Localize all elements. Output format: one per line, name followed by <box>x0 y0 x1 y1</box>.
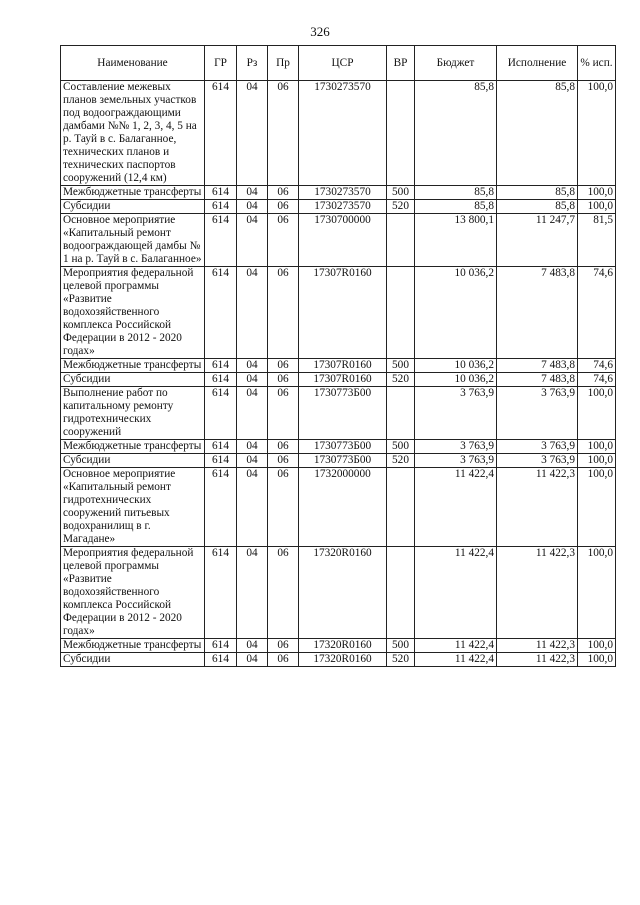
cell-budget: 85,8 <box>415 81 497 186</box>
cell-name: Субсидии <box>61 653 205 667</box>
cell-vr <box>387 214 415 267</box>
cell-vr <box>387 267 415 359</box>
cell-name: Межбюджетные трансферты <box>61 639 205 653</box>
cell-rz: 04 <box>237 547 268 639</box>
cell-csr: 17307R0160 <box>299 359 387 373</box>
cell-vr: 520 <box>387 200 415 214</box>
cell-csr: 1732000000 <box>299 468 387 547</box>
table-row <box>61 547 616 639</box>
cell-pr: 06 <box>268 639 299 653</box>
table-row <box>61 81 616 186</box>
cell-vr <box>387 81 415 186</box>
cell-execution: 3 763,9 <box>497 440 578 454</box>
cell-percent: 100,0 <box>578 639 616 653</box>
cell-percent: 74,6 <box>578 267 616 359</box>
cell-csr: 1730773Б00 <box>299 454 387 468</box>
cell-name: Субсидии <box>61 454 205 468</box>
header-rz: Рз <box>237 46 268 81</box>
cell-csr: 1730273570 <box>299 200 387 214</box>
cell-gr: 614 <box>205 214 237 267</box>
cell-execution: 11 247,7 <box>497 214 578 267</box>
cell-pr: 06 <box>268 373 299 387</box>
cell-csr: 17307R0160 <box>299 373 387 387</box>
cell-csr: 1730773Б00 <box>299 440 387 454</box>
cell-budget: 11 422,4 <box>415 547 497 639</box>
cell-csr: 1730700000 <box>299 214 387 267</box>
cell-execution: 3 763,9 <box>497 454 578 468</box>
cell-csr: 1730273570 <box>299 81 387 186</box>
cell-percent: 74,6 <box>578 359 616 373</box>
cell-gr: 614 <box>205 468 237 547</box>
cell-csr: 1730773Б00 <box>299 387 387 440</box>
cell-gr: 614 <box>205 653 237 667</box>
cell-pr: 06 <box>268 200 299 214</box>
cell-rz: 04 <box>237 387 268 440</box>
cell-csr: 17320R0160 <box>299 639 387 653</box>
header-csr: ЦСР <box>299 46 387 81</box>
table-row <box>61 454 616 468</box>
cell-budget: 85,8 <box>415 200 497 214</box>
header-percent: % исп. <box>578 46 616 81</box>
cell-percent: 100,0 <box>578 454 616 468</box>
cell-pr: 06 <box>268 387 299 440</box>
cell-pr: 06 <box>268 440 299 454</box>
cell-gr: 614 <box>205 373 237 387</box>
table-header-row <box>61 46 616 81</box>
cell-vr: 520 <box>387 653 415 667</box>
cell-vr: 500 <box>387 440 415 454</box>
cell-percent: 100,0 <box>578 200 616 214</box>
cell-execution: 11 422,3 <box>497 468 578 547</box>
cell-rz: 04 <box>237 186 268 200</box>
cell-budget: 11 422,4 <box>415 653 497 667</box>
cell-budget: 11 422,4 <box>415 639 497 653</box>
cell-percent: 81,5 <box>578 214 616 267</box>
cell-gr: 614 <box>205 387 237 440</box>
cell-gr: 614 <box>205 267 237 359</box>
cell-gr: 614 <box>205 200 237 214</box>
cell-rz: 04 <box>237 440 268 454</box>
cell-budget: 10 036,2 <box>415 359 497 373</box>
cell-percent: 100,0 <box>578 387 616 440</box>
cell-rz: 04 <box>237 81 268 186</box>
cell-pr: 06 <box>268 468 299 547</box>
cell-rz: 04 <box>237 373 268 387</box>
cell-rz: 04 <box>237 267 268 359</box>
cell-execution: 11 422,3 <box>497 653 578 667</box>
cell-vr: 520 <box>387 373 415 387</box>
header-execution: Исполнение <box>497 46 578 81</box>
cell-budget: 3 763,9 <box>415 387 497 440</box>
cell-pr: 06 <box>268 267 299 359</box>
cell-execution: 85,8 <box>497 81 578 186</box>
cell-csr: 17307R0160 <box>299 267 387 359</box>
header-name: Наименование <box>61 46 205 81</box>
cell-name: Субсидии <box>61 373 205 387</box>
cell-gr: 614 <box>205 440 237 454</box>
cell-rz: 04 <box>237 454 268 468</box>
cell-name: Составление межевых планов земельных участков под водоограждающими дамбами №№ 1, 2, 3, 4, 5 на р. Тауй в с. Балаганное, технических планов и технических паспортов сооружений (12,4 км) <box>61 81 205 186</box>
cell-gr: 614 <box>205 454 237 468</box>
cell-vr: 500 <box>387 359 415 373</box>
cell-rz: 04 <box>237 653 268 667</box>
header-vr: ВР <box>387 46 415 81</box>
cell-name: Межбюджетные трансферты <box>61 359 205 373</box>
cell-pr: 06 <box>268 214 299 267</box>
table-row <box>61 639 616 653</box>
cell-vr: 500 <box>387 186 415 200</box>
table-row <box>61 200 616 214</box>
cell-rz: 04 <box>237 639 268 653</box>
cell-percent: 100,0 <box>578 81 616 186</box>
cell-name: Выполнение работ по капитальному ремонту гидротехнических сооружений <box>61 387 205 440</box>
page-number: 326 <box>310 24 330 39</box>
cell-execution: 11 422,3 <box>497 547 578 639</box>
cell-rz: 04 <box>237 214 268 267</box>
cell-percent: 100,0 <box>578 547 616 639</box>
cell-vr <box>387 468 415 547</box>
header-gr: ГР <box>205 46 237 81</box>
table-row <box>61 440 616 454</box>
header-budget: Бюджет <box>415 46 497 81</box>
cell-execution: 7 483,8 <box>497 267 578 359</box>
cell-execution: 7 483,8 <box>497 359 578 373</box>
cell-percent: 74,6 <box>578 373 616 387</box>
cell-pr: 06 <box>268 454 299 468</box>
cell-gr: 614 <box>205 639 237 653</box>
cell-name: Основное мероприятие «Капитальный ремонт гидротехнических сооружений питьевых водохранилищ в г. Магадане» <box>61 468 205 547</box>
table-row <box>61 267 616 359</box>
cell-pr: 06 <box>268 359 299 373</box>
table-row <box>61 373 616 387</box>
cell-execution: 3 763,9 <box>497 387 578 440</box>
table-row <box>61 653 616 667</box>
cell-name: Субсидии <box>61 200 205 214</box>
cell-name: Мероприятия федеральной целевой программы «Развитие водохозяйственного комплекса Российской Федерации в 2012 - 2020 годах» <box>61 267 205 359</box>
cell-name: Межбюджетные трансферты <box>61 186 205 200</box>
cell-percent: 100,0 <box>578 186 616 200</box>
cell-execution: 85,8 <box>497 200 578 214</box>
cell-vr: 520 <box>387 454 415 468</box>
cell-name: Межбюджетные трансферты <box>61 440 205 454</box>
table-row <box>61 186 616 200</box>
table-row <box>61 359 616 373</box>
cell-rz: 04 <box>237 468 268 547</box>
cell-pr: 06 <box>268 547 299 639</box>
cell-vr: 500 <box>387 639 415 653</box>
cell-rz: 04 <box>237 200 268 214</box>
cell-pr: 06 <box>268 186 299 200</box>
cell-pr: 06 <box>268 81 299 186</box>
table-row <box>61 387 616 440</box>
cell-name: Мероприятия федеральной целевой программы «Развитие водохозяйственного комплекса Российской Федерации в 2012 - 2020 годах» <box>61 547 205 639</box>
table-row <box>61 468 616 547</box>
cell-percent: 100,0 <box>578 653 616 667</box>
cell-budget: 13 800,1 <box>415 214 497 267</box>
cell-execution: 7 483,8 <box>497 373 578 387</box>
cell-vr <box>387 547 415 639</box>
cell-budget: 11 422,4 <box>415 468 497 547</box>
cell-gr: 614 <box>205 547 237 639</box>
cell-execution: 11 422,3 <box>497 639 578 653</box>
header-pr: Пр <box>268 46 299 81</box>
cell-csr: 17320R0160 <box>299 653 387 667</box>
cell-gr: 614 <box>205 186 237 200</box>
cell-csr: 1730273570 <box>299 186 387 200</box>
cell-csr: 17320R0160 <box>299 547 387 639</box>
cell-percent: 100,0 <box>578 440 616 454</box>
cell-vr <box>387 387 415 440</box>
cell-percent: 100,0 <box>578 468 616 547</box>
budget-table <box>60 45 616 667</box>
cell-budget: 10 036,2 <box>415 373 497 387</box>
table-row <box>61 214 616 267</box>
cell-budget: 3 763,9 <box>415 440 497 454</box>
cell-gr: 614 <box>205 81 237 186</box>
cell-rz: 04 <box>237 359 268 373</box>
cell-execution: 85,8 <box>497 186 578 200</box>
cell-budget: 85,8 <box>415 186 497 200</box>
cell-pr: 06 <box>268 653 299 667</box>
cell-name: Основное мероприятие «Капитальный ремонт водоограждающей дамбы № 1 на р. Тауй в с. Балаганное» <box>61 214 205 267</box>
cell-budget: 3 763,9 <box>415 454 497 468</box>
cell-gr: 614 <box>205 359 237 373</box>
cell-budget: 10 036,2 <box>415 267 497 359</box>
